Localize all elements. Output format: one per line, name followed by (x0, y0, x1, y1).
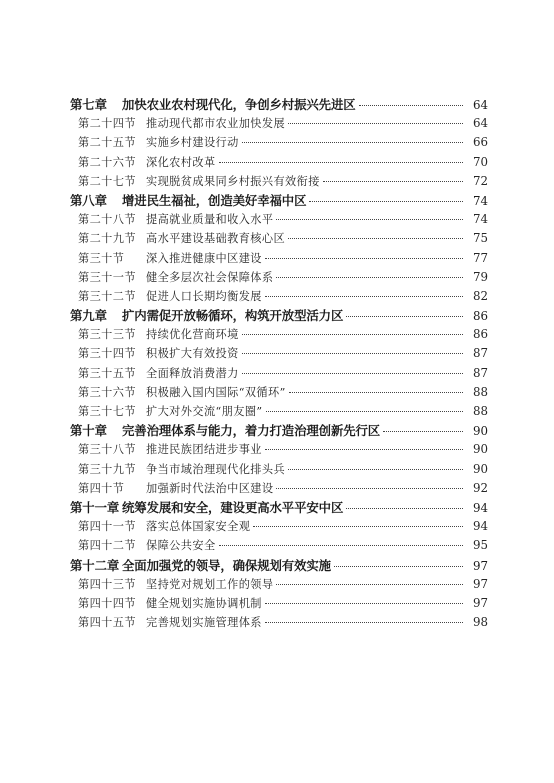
section-title: 实施乡村建设行动 (146, 136, 239, 150)
dot-leader (242, 142, 463, 143)
chapter-number: 第九章 (70, 308, 107, 324)
section-number: 第三十八节 (78, 443, 136, 457)
dot-leader (289, 392, 463, 393)
toc-section-entry (70, 172, 488, 191)
toc-chapter-entry (70, 421, 488, 440)
page-number: 72 (472, 173, 488, 188)
dot-leader (242, 353, 463, 354)
dot-leader (265, 296, 463, 297)
page-number: 74 (472, 212, 488, 227)
page-number: 94 (472, 500, 488, 515)
page-number: 87 (472, 365, 488, 380)
section-title: 完善规划实施管理体系 (146, 616, 262, 630)
page-number: 64 (472, 98, 488, 112)
page-number: 66 (472, 135, 488, 150)
toc-section-entry (70, 536, 488, 555)
toc-chapter-entry (70, 556, 488, 575)
toc-section-entry (70, 460, 488, 479)
page-number: 86 (472, 309, 488, 324)
toc-section-entry (70, 613, 488, 632)
page-number: 90 (472, 461, 488, 476)
toc-section-entry (70, 479, 488, 498)
chapter-title: 加快农业农村现代化，争创乡村振兴先进区 (122, 97, 356, 112)
toc-section-entry (70, 133, 488, 152)
dot-leader (266, 411, 463, 412)
section-title: 健全规划实施协调机制 (146, 596, 262, 610)
dot-leader (276, 277, 463, 278)
toc-section-entry (70, 440, 488, 459)
toc-section-entry (70, 249, 488, 268)
section-title: 健全多层次社会保障体系 (146, 270, 274, 284)
chapter-number: 第十二章 (70, 557, 120, 573)
section-title: 坚持党对规划工作的领导 (146, 577, 274, 591)
section-title: 积极融入国内国际“双循环” (146, 385, 286, 399)
dot-leader (323, 181, 463, 182)
section-title: 积极扩大有效投资 (146, 347, 239, 361)
dot-leader (383, 431, 463, 432)
page-number: 88 (472, 404, 488, 418)
section-number: 第四十四节 (78, 596, 136, 610)
dot-leader (309, 201, 463, 202)
dot-leader (334, 566, 463, 567)
dot-leader (288, 238, 463, 239)
dot-leader (219, 162, 463, 163)
section-title: 争当市域治理现代化排头兵 (146, 462, 286, 476)
dot-leader (276, 219, 463, 220)
section-number: 第四十节 (78, 481, 125, 495)
toc-section-entry (70, 594, 488, 613)
toc-section-entry (70, 153, 488, 172)
section-number: 第四十五节 (78, 616, 136, 630)
toc-section-entry (70, 383, 488, 402)
page-number: 87 (472, 346, 488, 361)
page-number: 75 (472, 231, 488, 246)
section-number: 第三十节 (78, 251, 125, 265)
dot-leader (265, 258, 463, 259)
page-number: 90 (472, 424, 488, 439)
dot-leader (276, 488, 463, 489)
dot-leader (265, 449, 463, 450)
dot-leader (265, 622, 463, 623)
section-number: 第二十九节 (78, 232, 136, 246)
chapter-number: 第十一章 (70, 499, 120, 515)
dot-leader (219, 545, 463, 546)
section-number: 第三十一节 (78, 270, 136, 284)
dot-leader (242, 334, 463, 335)
page-number: 97 (472, 558, 488, 573)
toc-section-entry (70, 114, 488, 133)
dot-leader (359, 105, 463, 106)
page-number: 95 (472, 538, 488, 553)
page-number: 64 (472, 116, 488, 131)
dot-leader (265, 603, 463, 604)
page-number: 90 (472, 442, 488, 457)
page-number: 92 (472, 480, 488, 495)
page-number: 70 (472, 154, 488, 169)
page-number: 98 (472, 615, 488, 630)
dot-leader (288, 469, 463, 470)
chapter-number: 第十章 (70, 423, 107, 439)
table-of-contents (70, 95, 488, 632)
section-number: 第三十九节 (78, 462, 136, 476)
dot-leader (253, 526, 463, 527)
section-number: 第二十五节 (78, 136, 136, 150)
toc-chapter-entry (70, 498, 488, 517)
section-title: 实现脱贫成果同乡村振兴有效衔接 (146, 174, 320, 188)
dot-leader (288, 123, 463, 124)
page-number: 74 (472, 193, 488, 208)
section-number: 第三十三节 (78, 328, 136, 342)
toc-section-entry (70, 402, 488, 421)
toc-section-entry (70, 344, 488, 363)
section-number: 第二十四节 (78, 117, 136, 131)
section-number: 第二十八节 (78, 213, 136, 227)
section-title: 保障公共安全 (146, 539, 216, 553)
toc-section-entry (70, 268, 488, 287)
chapter-title: 全面加强党的领导，确保规划有效实施 (122, 557, 331, 573)
section-number: 第三十二节 (78, 289, 136, 303)
page-number: 94 (472, 519, 488, 534)
toc-section-entry (70, 325, 488, 344)
section-number: 第二十六节 (78, 155, 136, 169)
section-number: 第三十七节 (78, 405, 136, 418)
section-title: 深化农村改革 (146, 155, 216, 169)
dot-leader (242, 373, 463, 374)
section-title: 高水平建设基础教育核心区 (146, 232, 286, 246)
toc-chapter-entry (70, 306, 488, 325)
page-number: 88 (472, 384, 488, 399)
section-number: 第三十六节 (78, 385, 136, 399)
page-number: 97 (472, 576, 488, 591)
dot-leader (346, 316, 463, 317)
chapter-title: 增进民生福祉，创造美好幸福中区 (122, 192, 307, 208)
page-number: 82 (472, 288, 488, 303)
section-number: 第三十五节 (78, 366, 136, 380)
section-title: 扩大对外交流“朋友圈” (146, 405, 263, 418)
section-title: 深入推进健康中区建设 (146, 251, 262, 265)
section-title: 推进民族团结进步事业 (146, 443, 262, 457)
toc-section-entry (70, 229, 488, 248)
chapter-number: 第七章 (70, 97, 107, 112)
toc-chapter-entry (70, 95, 488, 114)
section-number: 第四十三节 (78, 577, 136, 591)
page-number: 79 (472, 269, 488, 284)
section-number: 第四十一节 (78, 520, 136, 534)
toc-section-entry (70, 575, 488, 594)
toc-section-entry (70, 517, 488, 536)
page-number: 77 (472, 250, 488, 265)
page-number: 97 (472, 595, 488, 610)
section-title: 加强新时代法治中区建设 (146, 481, 274, 495)
section-title: 全面释放消费潜力 (146, 366, 239, 380)
chapter-title: 扩内需促开放畅循环，构筑开放型活力区 (122, 308, 344, 324)
toc-section-entry (70, 210, 488, 229)
section-title: 促进人口长期均衡发展 (146, 289, 262, 303)
chapter-number: 第八章 (70, 192, 107, 208)
toc-section-entry (70, 364, 488, 383)
section-title: 落实总体国家安全观 (146, 520, 251, 534)
section-number: 第四十二节 (78, 539, 136, 553)
toc-section-entry (70, 287, 488, 306)
section-title: 提高就业质量和收入水平 (146, 213, 274, 227)
dot-leader (346, 508, 463, 509)
page-number: 86 (472, 327, 488, 342)
section-number: 第二十七节 (78, 174, 136, 188)
section-number: 第三十四节 (78, 347, 136, 361)
chapter-title: 完善治理体系与能力，着力打造治理创新先行区 (122, 423, 381, 439)
section-title: 持续优化营商环境 (146, 328, 239, 342)
chapter-title: 统筹发展和安全，建设更高水平平安中区 (122, 499, 344, 515)
dot-leader (276, 584, 463, 585)
section-title: 推动现代都市农业加快发展 (146, 117, 286, 131)
toc-chapter-entry (70, 191, 488, 210)
